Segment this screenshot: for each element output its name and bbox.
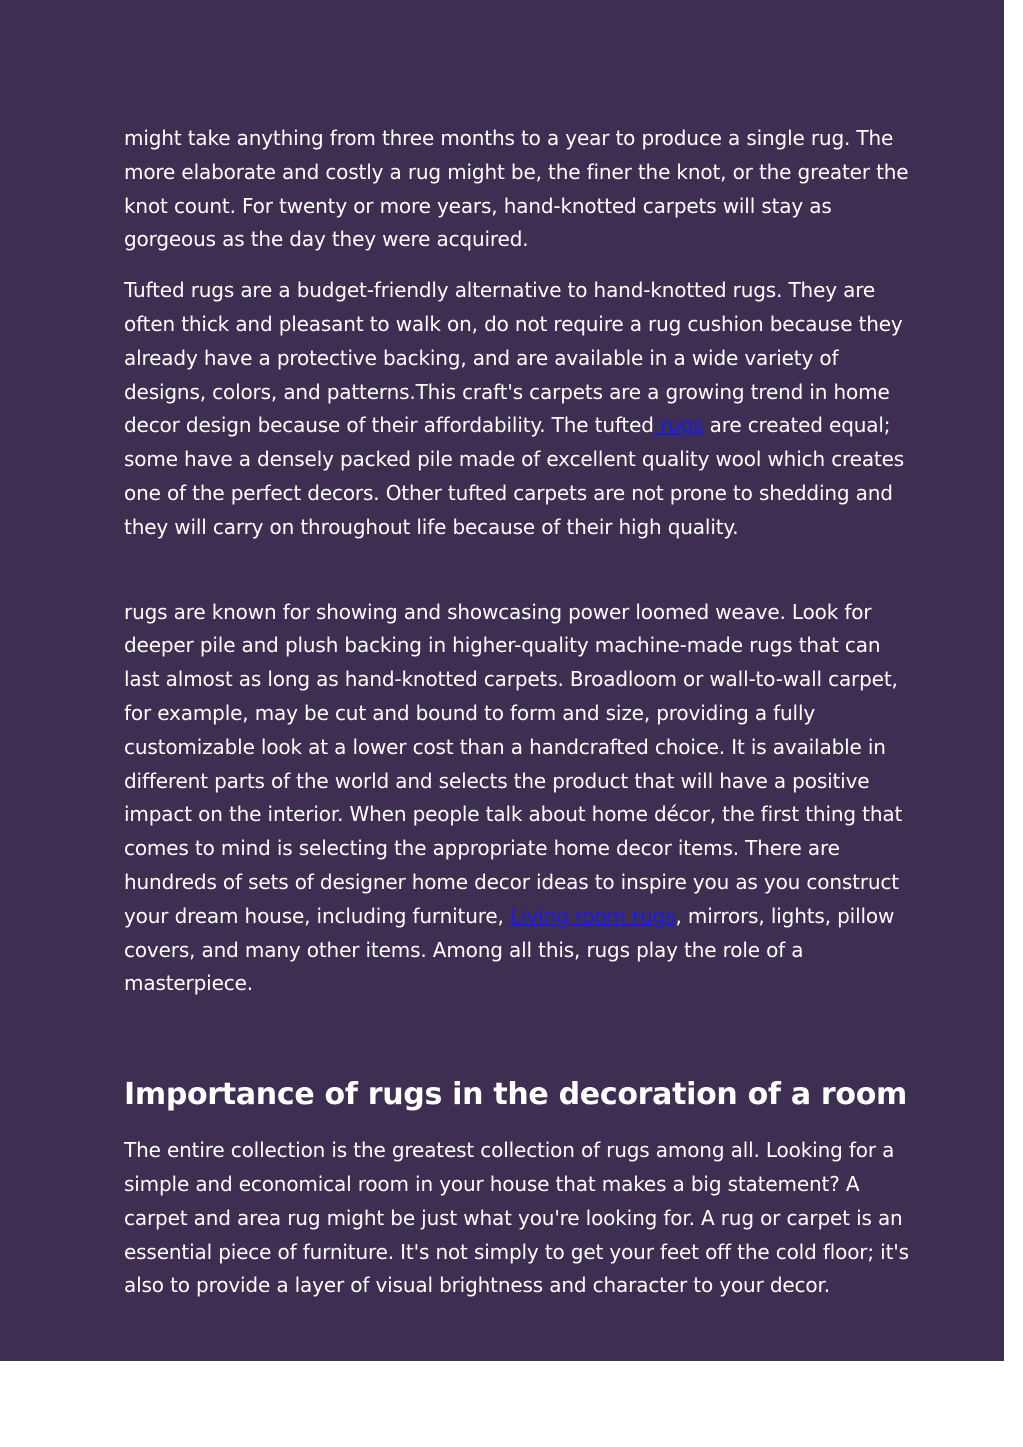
paragraph-importance: The entire collection is the greatest collection of rugs among all. Looking for a simple and economical room in your house that makes a big statement? A carpet and area rug might be just what you're looking for. A rug or carpet is an essential piece of furniture. It's not simply to get your feet off the cold floor; it's also to provide a layer of visual brightness and character to your decor. xyxy=(124,1138,909,1298)
living-room-rugs-link[interactable]: Living room rugs xyxy=(509,903,676,928)
paragraph-machine-made-rugs xyxy=(124,596,914,1002)
paragraph-text: Tufted rugs are a budget-friendly alternative to hand-knotted rugs. They are often thick and pleasant to walk on, do not require a rug cushion because they already have a protective backing, and are available in a wide variety of designs, colors, and patterns.This craft's carpets are a growing trend in home decor design because of their affordability. The tufted xyxy=(124,278,903,438)
document-content xyxy=(124,122,914,1303)
section-heading: Importance of rugs in the decoration of a room xyxy=(124,1077,907,1113)
paragraph-text: are created equal; some have a densely packed pile made of excellent quality wool which creates one of the perfect decors. Other tufted carpets are not prone to shedding and they will carry on throughout life because of their high quality. xyxy=(124,413,905,539)
paragraph-text: rugs are known for showing and showcasing power loomed weave. Look for deeper pile and plush backing in higher-quality machine-made rugs that can last almost as long as hand-knotted carpets. Broadloom or wall-to-wall carpet, for example, may be cut and bound to form and size, providing a fully customizable look at a lower cost than a handcrafted choice. It is available in different parts of the world and selects the product that will have a positive impact on the interior. When people talk about home décor, the first thing that comes to mind is selecting the appropriate home decor items. There are hundreds of sets of designer home decor ideas to inspire you as you construct your dream house, including furniture, xyxy=(124,599,903,928)
paragraph-text: , mirrors, lights, pillow covers, and many other items. Among all this, rugs play the role of a masterpiece. xyxy=(124,903,895,996)
rugs-link[interactable]: rugs xyxy=(653,413,704,438)
paragraph-hand-knotted: might take anything from three months to a year to produce a single rug. The more elaborate and costly a rug might be, the finer the knot, or the greater the knot count. For twenty or more years, hand-knotted carpets will stay as gorgeous as the day they were acquired. xyxy=(124,126,909,252)
paragraph-tufted-rugs xyxy=(124,274,914,544)
